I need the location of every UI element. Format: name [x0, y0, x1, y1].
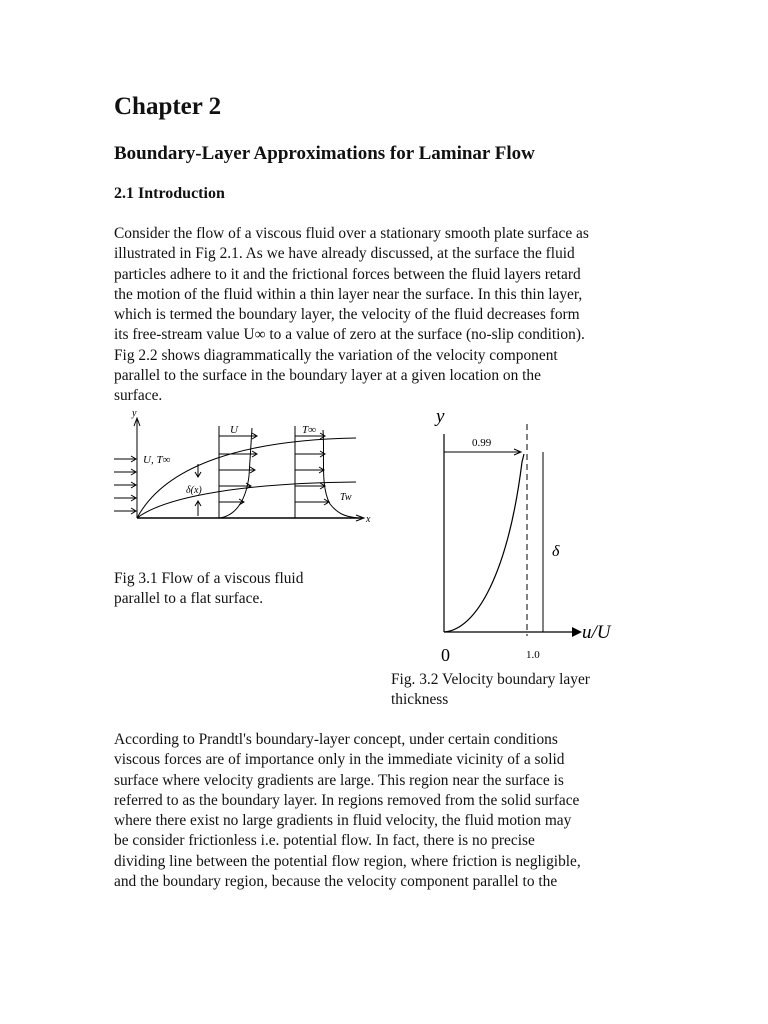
- fig2-x-label: u/U: [582, 622, 611, 643]
- fig1-u-t-label: U, T∞: [143, 454, 171, 466]
- fig1-inlet-arrows: [114, 456, 136, 514]
- fig1-velocity-profile: [219, 428, 252, 518]
- figure-velocity-boundary-layer: [420, 404, 620, 664]
- figure2-caption: Fig. 3.2 Velocity boundary layer thickness: [391, 671, 590, 708]
- prandtl-paragraph: According to Prandtl's boundary-layer concept, under certain conditions viscous forces are of importance only in the immediate vicinity of a solid surface where velocity gradients are large. This region near the surface is referred to as the boundary layer. In regions removed from the solid surface where there exist no large gradients in fluid velocity, the fluid motion may be consider frictionless i.e. potential flow. In fact, there is no precise dividing line between the potential flow region, where friction is negligible, and the boundary region, because the velocity component parallel to the: [114, 731, 581, 891]
- fig1-u-label: U: [230, 424, 238, 436]
- fig2-y-label: y: [436, 406, 445, 427]
- fig2-velocity-profile: [444, 454, 524, 632]
- chapter-title: Boundary-Layer Approximations for Laminar Flow: [114, 143, 535, 164]
- fig2-origin-label: 0: [441, 645, 450, 665]
- figure1-caption: Fig 3.1 Flow of a viscous fluid parallel to a flat surface.: [114, 570, 304, 607]
- intro-paragraph: Consider the flow of a viscous fluid over a stationary smooth plate surface as illustrated in Fig 2.1. As we have already discussed, at the surface the fluid particles adhere to it and the frictional forces between the fluid layers retard the motion of the fluid within a thin layer near the surface. In this thin layer, which is termed the boundary layer, the velocity of the fluid decreases form its free-stream value U∞ to a value of zero at the surface (no-slip condition). Fig 2.2 shows diagrammatically the variation of the velocity component parallel to the surface in the boundary layer at a given location on the surface.: [114, 225, 589, 405]
- fig2-tick-1-label: 1.0: [526, 649, 540, 661]
- fig2-099-label: 0.99: [472, 437, 492, 449]
- fig1-y-label: y: [132, 408, 137, 419]
- fig2-delta-label: δ: [552, 543, 560, 560]
- fig1-t-inf-label: T∞: [302, 424, 316, 436]
- fig2-x-axis-arrowhead: [572, 627, 582, 637]
- fig1-temperature-profile: [323, 430, 358, 518]
- figure-flat-plate-flow: [106, 406, 378, 528]
- section-heading: 2.1 Introduction: [114, 185, 225, 202]
- fig1-x-label: x: [366, 514, 371, 525]
- fig1-tw-label: Tw: [340, 492, 352, 503]
- fig1-delta-x-label: δ(x): [186, 485, 202, 496]
- chapter-heading: Chapter 2: [114, 93, 222, 120]
